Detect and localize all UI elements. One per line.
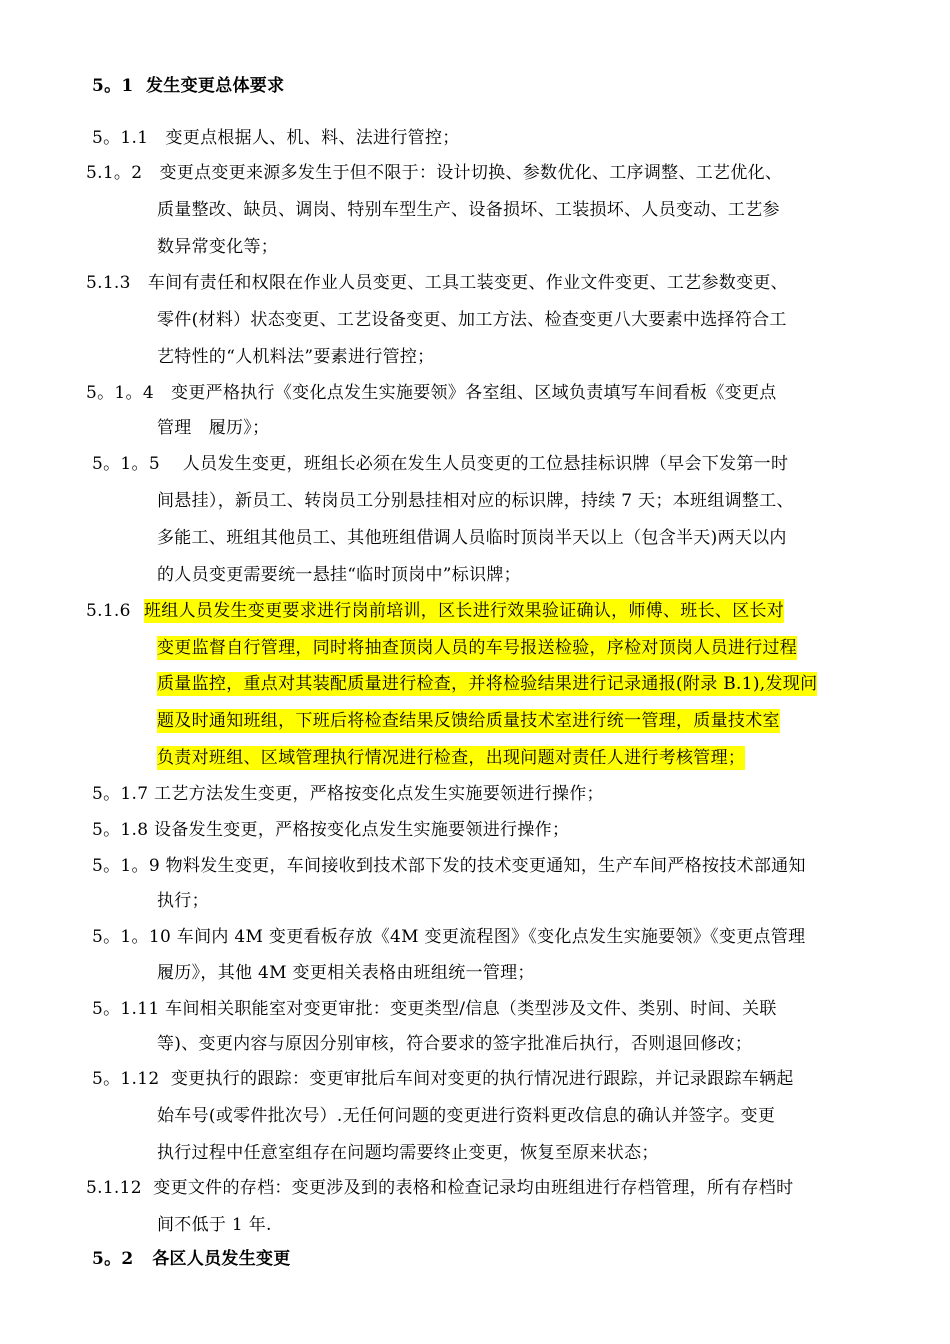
clause-5-1-2-line-1: 5.1。2 变更点变更来源多发生于但不限于：设计切换、参数优化、工序调整、工艺优化、: [86, 163, 783, 183]
clause-5-1-3-line-2: 零件(材料）状态变更、工艺设备变更、加工方法、检查变更八大要素中选择符合工: [157, 310, 787, 330]
clause-5-1-9-line-2: 执行；: [157, 891, 209, 911]
clause-5-1-2-line-2: 质量整改、缺员、调岗、特别车型生产、设备损坏、工装损坏、人员变动、工艺参: [157, 200, 780, 220]
clause-5-1-7-line-1: 5。1.7 工艺方法发生变更，严格按变化点发生实施要领进行操作；: [92, 784, 604, 804]
clause-5-1-5-line-3: 多能工、班组其他员工、其他班组借调人员临时顶岗半天以上（包含半天)两天以内: [157, 528, 787, 548]
clause-5-1-11-line-1: 5。1.11 车间相关职能室对变更审批：变更类型/信息（类型涉及文件、类别、时间、关联: [92, 999, 777, 1019]
clause-5-1-8-line-1: 5。1.8 设备发生变更，严格按变化点发生实施要领进行操作；: [92, 820, 570, 840]
clause-5-1-12-tracking-line-2: 始车号(或零件批次号）.无任何问题的变更进行资料更改信息的确认并签字。变更: [157, 1106, 776, 1126]
clause-5-1-3-line-1: 5.1.3 车间有责任和权限在作业人员变更、工具工装变更、作业文件变更、工艺参数变更、: [86, 273, 788, 293]
clause-5-1-12-tracking-line-1: 5。1.12 变更执行的跟踪：变更审批后车间对变更的执行情况进行跟踪，并记录跟踪车辆起: [92, 1069, 794, 1089]
clause-5-1-12-tracking-line-3: 执行过程中任意室组存在问题均需要终止变更，恢复至原来状态；: [157, 1143, 659, 1163]
section-heading-5-1: 5。1 发生变更总体要求: [92, 76, 285, 96]
section-heading-5-2: 5。2 各区人员发生变更: [92, 1249, 291, 1269]
clause-5-1-6-line-2: 变更监督自行管理，同时将抽查顶岗人员的车号报送检验，序检对顶岗人员进行过程: [157, 638, 798, 658]
clause-5-1-4-line-1: 5。1。4 变更严格执行《变化点发生实施要领》各室组、区域负责填写车间看板《变更点: [86, 383, 777, 403]
clause-5-1-3-line-3: 艺特性的“人机料法”要素进行管控；: [157, 347, 435, 367]
clause-5-1-5-line-4: 的人员变更需要统一悬挂“临时顶岗中”标识牌；: [157, 565, 521, 585]
clause-5-1-6-number: 5.1.6: [86, 601, 131, 621]
clause-5-1-6-line-3: 质量监控，重点对其装配质量进行检查，并将检验结果进行记录通报(附录 B.1),发现问: [157, 674, 818, 694]
clause-5-1-9-line-1: 5。1。9 物料发生变更，车间接收到技术部下发的技术变更通知，生产车间严格按技术部通知: [92, 856, 806, 876]
clause-5-1-6-line-4: 题及时通知班组，下班后将检查结果反馈给质量技术室进行统一管理，质量技术室: [157, 711, 780, 731]
clause-5-1-5-line-1: 5。1。5 人员发生变更，班组长必须在发生人员变更的工位悬挂标识牌（早会下发第一时: [92, 454, 789, 474]
clause-5-1-1-line-1: 5。1.1 变更点根据人、机、料、法进行管控；: [92, 128, 460, 148]
clause-5-1-6-line-1: 班组人员发生变更要求进行岗前培训，区长进行效果验证确认，师傅、班长、区长对: [144, 601, 785, 621]
clause-5-1-10-line-2: 履历》，其他 4M 变更相关表格由班组统一管理；: [157, 963, 535, 983]
clause-5-1-11-line-2: 等)、变更内容与原因分别审核，符合要求的签字批准后执行，否则退回修改；: [157, 1034, 753, 1054]
clause-5-1-6-line-5: 负责对班组、区域管理执行情况进行检查，出现问题对责任人进行考核管理；: [157, 748, 746, 768]
clause-5-1-10-line-1: 5。1。10 车间内 4M 变更看板存放《4M 变更流程图》《变化点发生实施要领》《变更点管理: [92, 927, 806, 947]
clause-5-1-4-line-2: 管理 履历》；: [157, 418, 270, 438]
clause-5-1-5-line-2: 间悬挂），新员工、转岗员工分别悬挂相对应的标识牌，持续 7 天；本班组调整工、: [157, 491, 794, 511]
clause-5-1-12-archive-line-2: 间不低于 1 年.: [157, 1215, 272, 1235]
clause-5-1-2-line-3: 数异常变化等；: [157, 237, 279, 257]
clause-5-1-12-archive-line-1: 5.1.12 变更文件的存档：变更涉及到的表格和检查记录均由班组进行存档管理，所有存档时: [86, 1178, 794, 1198]
